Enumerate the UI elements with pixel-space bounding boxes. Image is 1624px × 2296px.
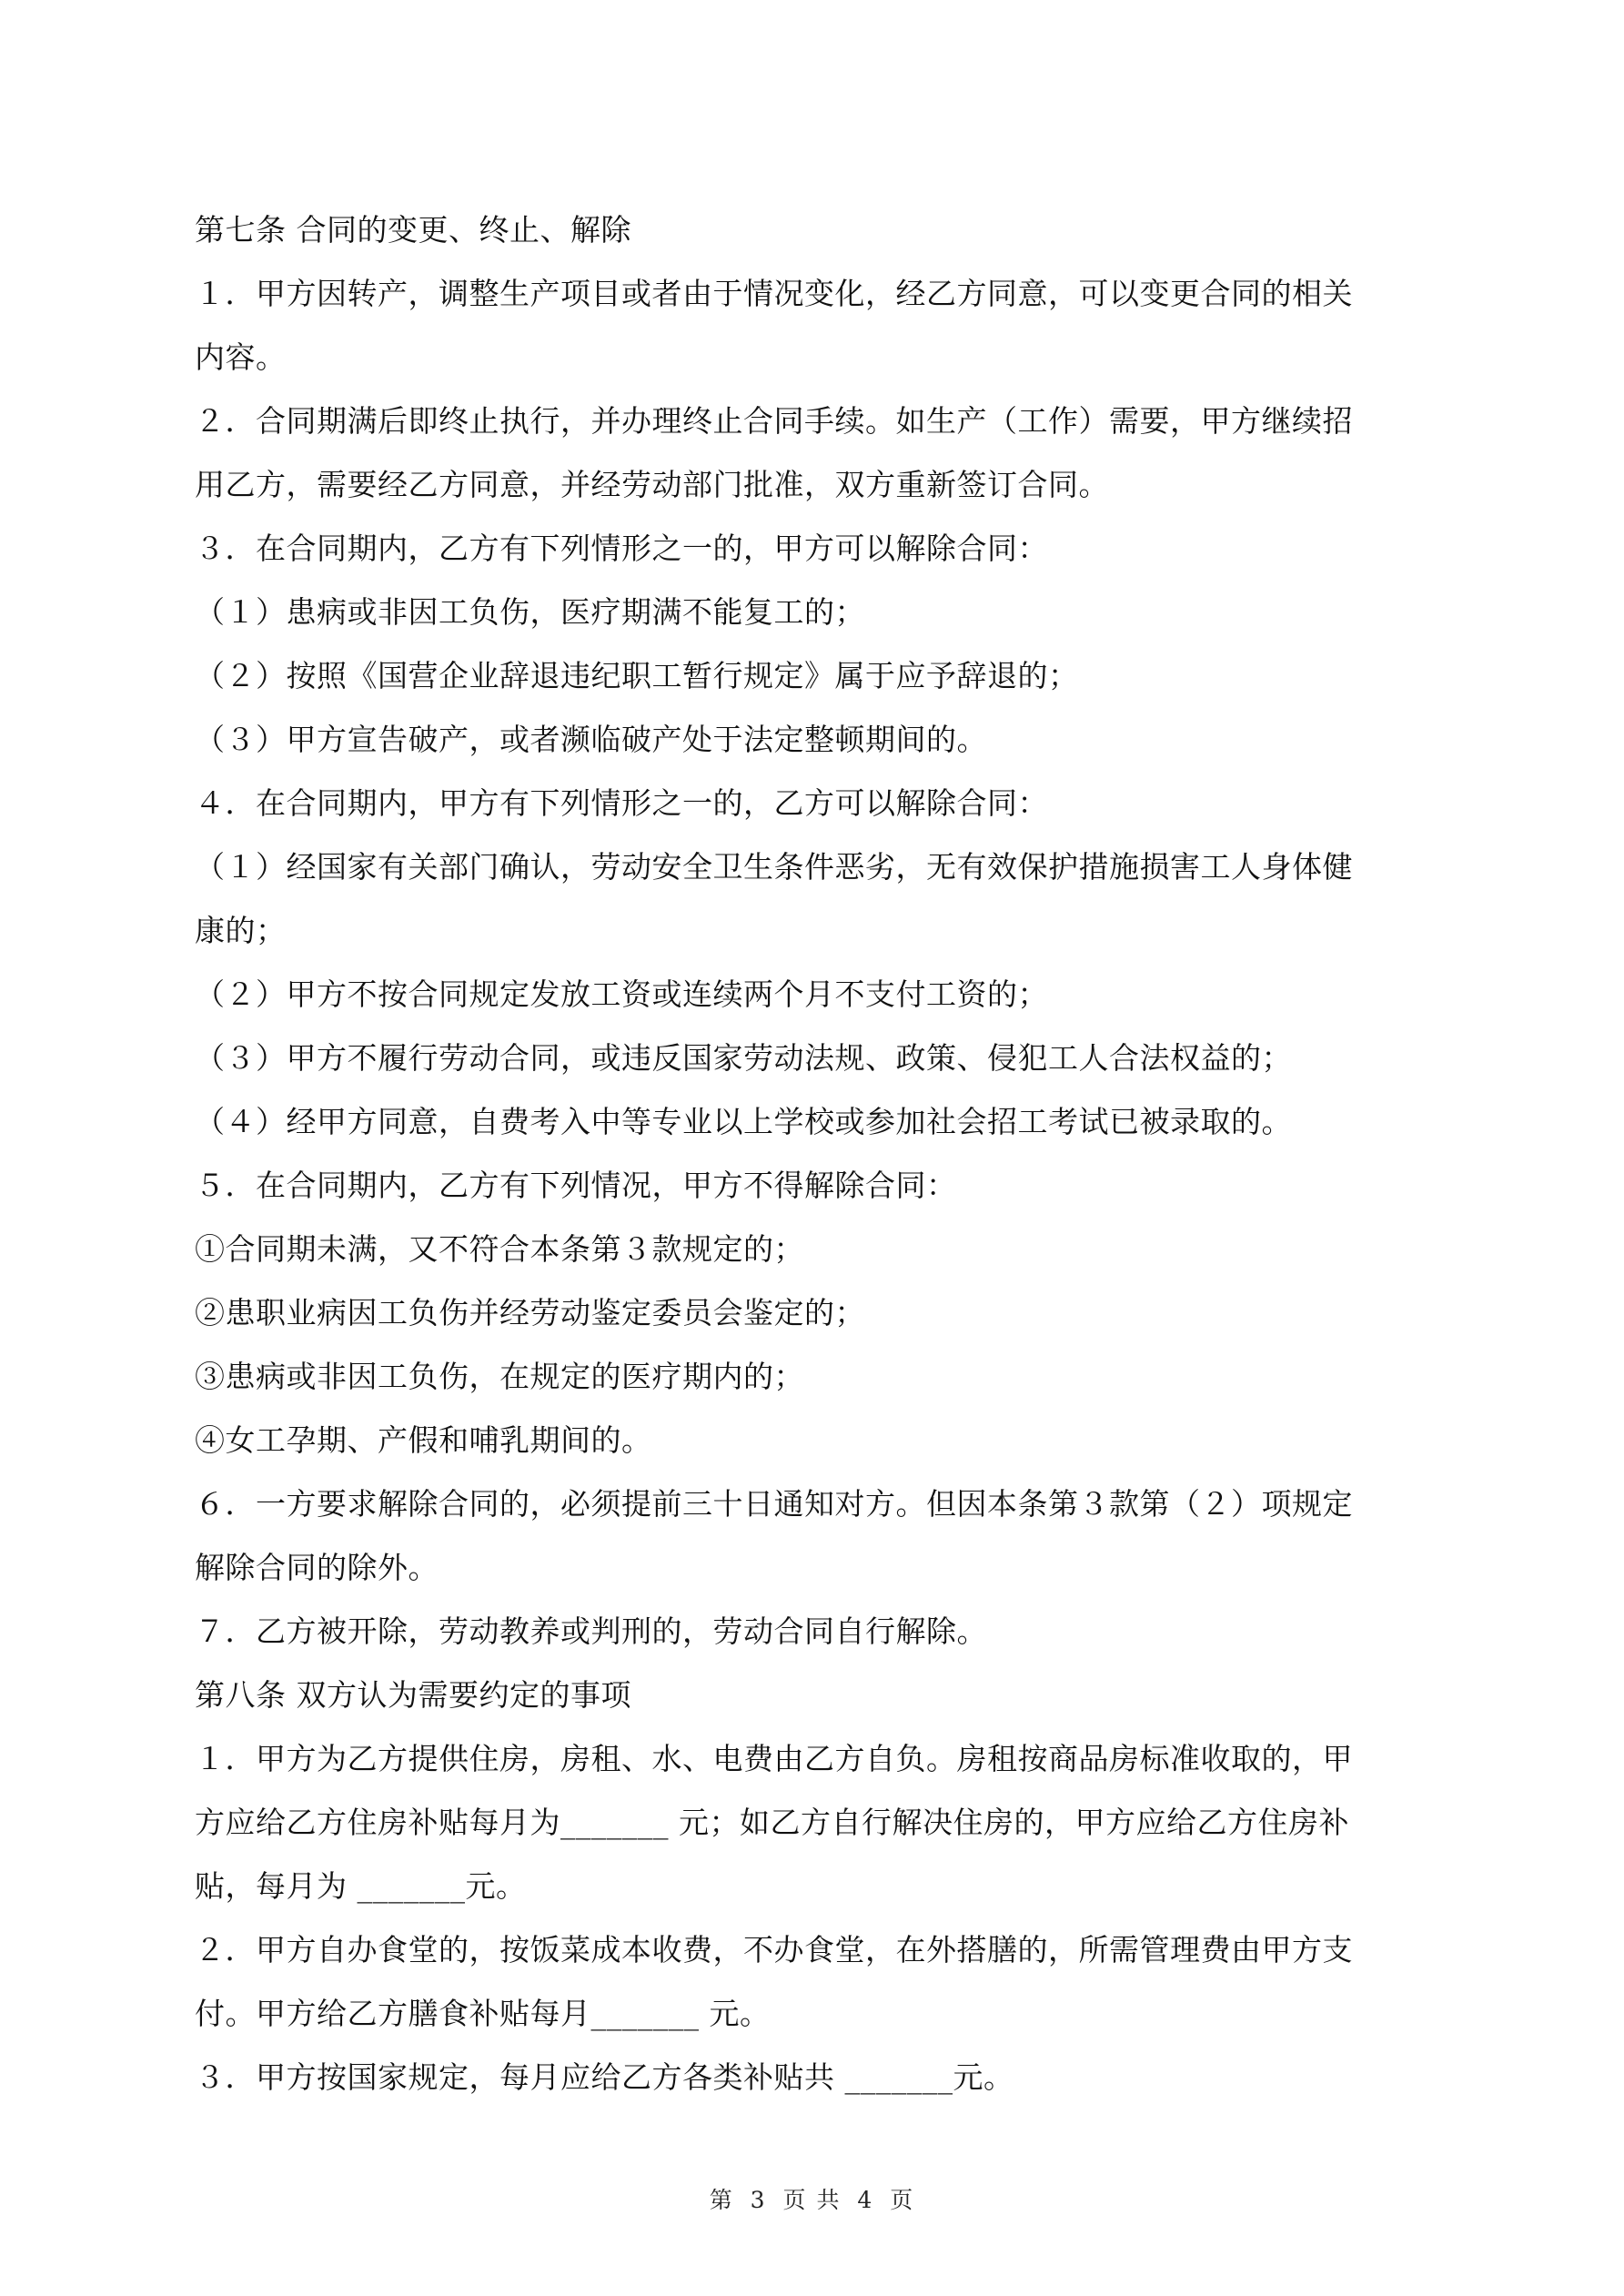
paragraph-line: ６．一方要求解除合同的，必须提前三十日通知对方。但因本条第３款第（２）项规定 xyxy=(195,1486,1353,1522)
paragraph-line: 内容。 xyxy=(195,339,287,375)
footer-prefix: 第 xyxy=(709,2187,734,2213)
paragraph-line: ７．乙方被开除，劳动教养或判刑的，劳动合同自行解除。 xyxy=(195,1613,987,1649)
list-item: （３）甲方宣告破产，或者濒临破产处于法定整顿期间的。 xyxy=(195,722,987,757)
list-item: （４）经甲方同意，自费考入中等专业以上学校或参加社会招工考试已被录取的。 xyxy=(195,1104,1292,1139)
footer-suffix: 页 xyxy=(890,2187,915,2213)
list-item: ③患病或非因工负伤，在规定的医疗期内的； xyxy=(195,1359,804,1394)
list-item: （１）经国家有关部门确认，劳动安全卫生条件恶劣，无有效保护措施损害工人身体健 xyxy=(195,849,1353,885)
list-item: （２）甲方不按合同规定发放工资或连续两个月不支付工资的； xyxy=(195,976,1048,1012)
paragraph-line: ３．甲方按国家规定，每月应给乙方各类补贴共 _______元。 xyxy=(195,2059,1014,2095)
list-item: （３）甲方不履行劳动合同，或违反国家劳动法规、政策、侵犯工人合法权益的； xyxy=(195,1040,1292,1076)
document-body xyxy=(195,198,1432,2109)
list-item: ②患职业病因工负伤并经劳动鉴定委员会鉴定的； xyxy=(195,1295,865,1330)
paragraph-line: ２．甲方自办食堂的，按饭菜成本收费，不办食堂，在外搭膳的，所需管理费由甲方支 xyxy=(195,1932,1353,1967)
paragraph-line: 解除合同的除外。 xyxy=(195,1550,439,1585)
paragraph-line: １．甲方为乙方提供住房，房租、水、电费由乙方自负。房租按商品房标准收取的，甲 xyxy=(195,1741,1353,1776)
footer-page-number: 3 xyxy=(750,2187,767,2213)
article-8-heading: 第八条 双方认为需要约定的事项 xyxy=(195,1677,631,1713)
footer-total-pages: 4 xyxy=(857,2187,874,2213)
list-item: 康的； xyxy=(195,913,287,948)
article-7-heading: 第七条 合同的变更、终止、解除 xyxy=(195,212,631,248)
list-item: ①合同期未满，又不符合本条第３款规定的； xyxy=(195,1231,804,1267)
paragraph-line: １．甲方因转产，调整生产项目或者由于情况变化，经乙方同意，可以变更合同的相关 xyxy=(195,276,1353,311)
list-item: （１）患病或非因工负伤，医疗期满不能复工的； xyxy=(195,594,865,630)
page-footer xyxy=(0,2182,1624,2215)
paragraph-line: ４．在合同期内，甲方有下列情形之一的，乙方可以解除合同： xyxy=(195,785,1048,821)
paragraph-line: 方应给乙方住房补贴每月为_______ 元；如乙方自行解决住房的，甲方应给乙方住房补 xyxy=(195,1805,1349,1840)
list-item: ④女工孕期、产假和哺乳期间的。 xyxy=(195,1422,652,1458)
paragraph-line: 贴，每月为 _______元。 xyxy=(195,1868,527,1904)
paragraph-line: 用乙方，需要经乙方同意，并经劳动部门批准，双方重新签订合同。 xyxy=(195,467,1109,502)
list-item: （２）按照《国营企业辞退违纪职工暂行规定》属于应予辞退的； xyxy=(195,658,1079,693)
paragraph-line: ３．在合同期内，乙方有下列情形之一的，甲方可以解除合同： xyxy=(195,531,1048,566)
paragraph-line: ２．合同期满后即终止执行，并办理终止合同手续。如生产（工作）需要，甲方继续招 xyxy=(195,403,1353,439)
paragraph-line: ５．在合同期内，乙方有下列情况，甲方不得解除合同： xyxy=(195,1168,957,1203)
paragraph-line: 付。甲方给乙方膳食补贴每月_______ 元。 xyxy=(195,1996,771,2031)
footer-middle: 页 共 xyxy=(782,2187,842,2213)
